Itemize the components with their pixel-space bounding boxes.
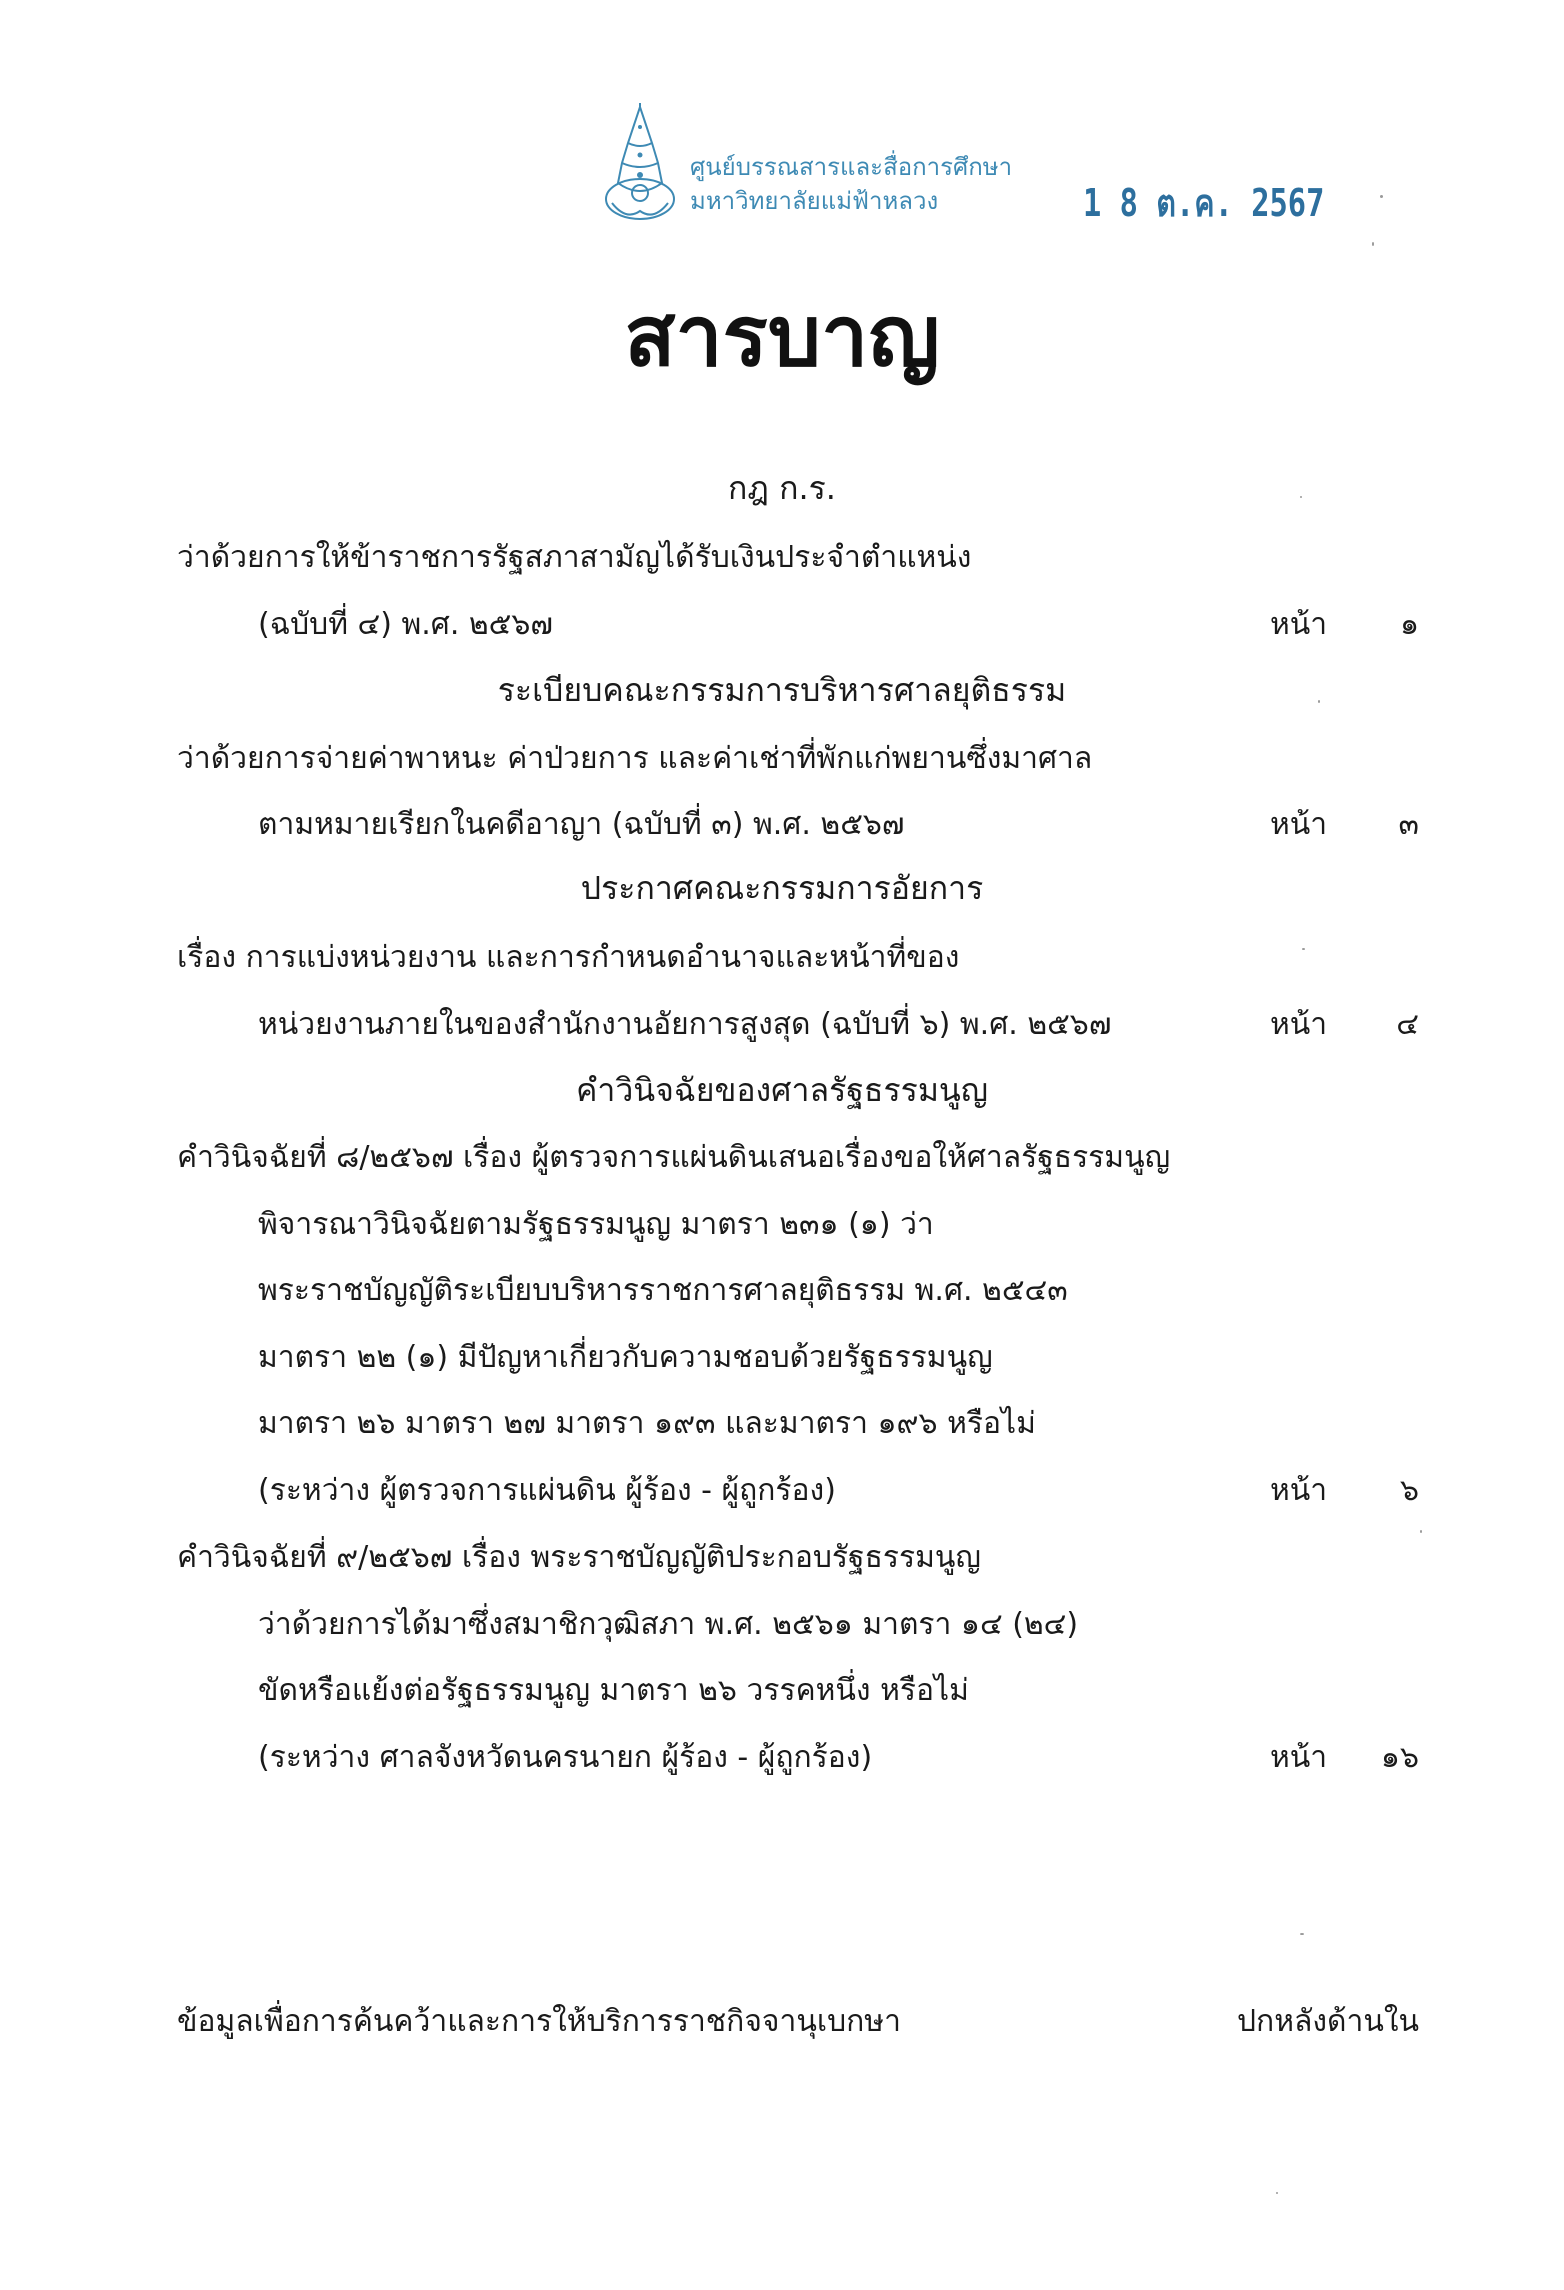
entry-line: (ระหว่าง ศาลจังหวัดนครนายก ผู้ร้อง - ผู้ถูกร้อง) xyxy=(258,1740,873,1775)
library-seal-logo xyxy=(598,103,682,225)
footer-location: ปกหลังด้านใน xyxy=(1236,2004,1419,2039)
entry-line: หน่วยงานภายในของสำนักงานอัยการสูงสุด (ฉบับที่ ๖) พ.ศ. ๒๕๖๗ xyxy=(258,1007,1112,1042)
entry-line: เรื่อง การแบ่งหน่วยงาน และการกำหนดอำนาจและหน้าที่ของ xyxy=(177,940,960,975)
entry-line: มาตรา ๒๖ มาตรา ๒๗ มาตรา ๑๙๓ และมาตรา ๑๙๖ หรือไม่ xyxy=(258,1406,1036,1441)
entry-line: ว่าด้วยการให้ข้าราชการรัฐสภาสามัญได้รับเงินประจำตำแหน่ง xyxy=(177,540,972,575)
entry-line: (ฉบับที่ ๔) พ.ศ. ๒๕๖๗ xyxy=(258,607,553,642)
entry-line: ตามหมายเรียกในคดีอาญา (ฉบับที่ ๓) พ.ศ. ๒๕๖๗ xyxy=(258,807,905,842)
footer-note: ข้อมูลเพื่อการค้นคว้าและการให้บริการราชกิจจานุเบกษา xyxy=(177,2004,901,2039)
page-number: ๔ xyxy=(1396,1007,1419,1042)
scan-speck xyxy=(1276,2192,1278,2194)
section-heading: ระเบียบคณะกรรมการบริหารศาลยุติธรรม xyxy=(497,671,1067,709)
entry-line: พระราชบัญญัติระเบียบบริหารราชการศาลยุติธรรม พ.ศ. ๒๕๔๓ xyxy=(258,1273,1068,1308)
section-heading: คำวินิจฉัยของศาลรัฐธรรมนูญ xyxy=(575,1071,989,1109)
scan-speck xyxy=(1380,195,1383,198)
section-heading: ประกาศคณะกรรมการอัยการ xyxy=(580,869,984,907)
page-label: หน้า xyxy=(1270,1740,1328,1775)
entry-line: ขัดหรือแย้งต่อรัฐธรรมนูญ มาตรา ๒๖ วรรคหนึ่ง หรือไม่ xyxy=(258,1673,969,1708)
stamp-institution-name: ศูนย์บรรณสารและสื่อการศึกษา xyxy=(690,153,1013,181)
entry-line: (ระหว่าง ผู้ตรวจการแผ่นดิน ผู้ร้อง - ผู้ถูกร้อง) xyxy=(258,1473,836,1508)
entry-line: ว่าด้วยการจ่ายค่าพาหนะ ค่าป่วยการ และค่าเช่าที่พักแก่พยานซึ่งมาศาล xyxy=(177,741,1093,776)
entry-line: คำวินิจฉัยที่ ๙/๒๕๖๗ เรื่อง พระราชบัญญัติประกอบรัฐธรรมนูญ xyxy=(177,1540,981,1575)
page-number: ๖ xyxy=(1399,1473,1419,1508)
entry-line: คำวินิจฉัยที่ ๘/๒๕๖๗ เรื่อง ผู้ตรวจการแผ่นดินเสนอเรื่องขอให้ศาลรัฐธรรมนูญ xyxy=(177,1140,1171,1175)
scan-speck xyxy=(1300,1933,1304,1935)
section-heading: กฎ ก.ร. xyxy=(728,469,836,507)
entry-line: ว่าด้วยการได้มาซึ่งสมาชิกวุฒิสภา พ.ศ. ๒๕๖๑ มาตรา ๑๔ (๒๔) xyxy=(258,1607,1079,1642)
scan-speck xyxy=(1302,948,1305,950)
scan-speck xyxy=(1420,1530,1422,1533)
scan-speck xyxy=(1318,700,1320,703)
page-label: หน้า xyxy=(1270,1473,1328,1508)
page-number: ๑๖ xyxy=(1380,1740,1419,1775)
stamp-university-name: มหาวิทยาลัยแม่ฟ้าหลวง xyxy=(690,187,939,215)
page-label: หน้า xyxy=(1270,607,1328,642)
page-title: สารบาญ xyxy=(624,286,940,385)
stamp-date: 1 8 ต.ค. 2567 xyxy=(1083,181,1325,225)
page-number: ๓ xyxy=(1398,807,1419,842)
scan-speck xyxy=(1300,496,1302,498)
entry-line: พิจารณาวินิจฉัยตามรัฐธรรมนูญ มาตรา ๒๓๑ (๑) ว่า xyxy=(258,1207,934,1242)
page-label: หน้า xyxy=(1270,807,1328,842)
page-number: ๑ xyxy=(1399,607,1419,642)
library-stamp xyxy=(690,150,1012,218)
page-label: หน้า xyxy=(1270,1007,1328,1042)
entry-line: มาตรา ๒๒ (๑) มีปัญหาเกี่ยวกับความชอบด้วยรัฐธรรมนูญ xyxy=(258,1340,993,1375)
scan-speck xyxy=(1372,242,1374,246)
